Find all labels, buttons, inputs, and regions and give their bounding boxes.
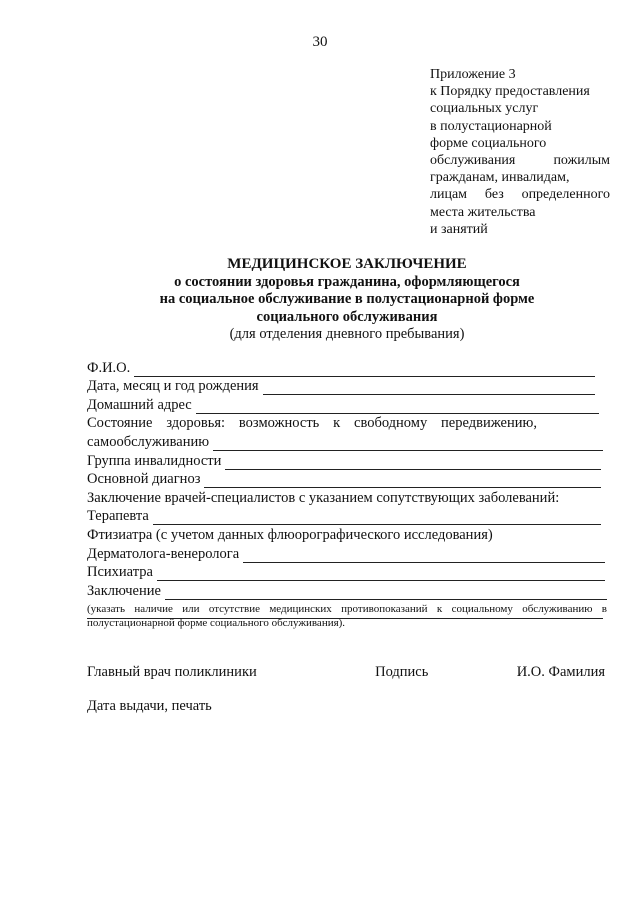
appendix-line: социальных услуг bbox=[430, 101, 539, 117]
fio-label: Ф.И.О. bbox=[87, 359, 131, 376]
therapist-field[interactable] bbox=[153, 511, 601, 525]
medical-form bbox=[87, 358, 607, 619]
psychiatrist-label: Психиатра bbox=[87, 564, 153, 581]
conclusion-field[interactable] bbox=[165, 586, 607, 600]
disability-group-field[interactable] bbox=[225, 456, 601, 470]
document-subtitle: социального обслуживания bbox=[256, 308, 438, 325]
therapist-label: Терапевта bbox=[87, 508, 149, 525]
disability-group-row bbox=[87, 451, 607, 470]
appendix-line: и занятий bbox=[430, 221, 488, 237]
health-word: к bbox=[333, 415, 341, 432]
self-service-label: самообслуживанию bbox=[87, 433, 210, 450]
home-address-field[interactable] bbox=[196, 400, 599, 414]
health-word: здоровья: bbox=[166, 415, 226, 432]
appendix-line bbox=[430, 152, 610, 169]
home-address-row bbox=[87, 395, 607, 414]
document-subtitle: о состоянии здоровья гражданина, оформляющегося bbox=[174, 273, 520, 290]
appendix-line bbox=[430, 186, 610, 203]
self-service-row bbox=[87, 432, 607, 451]
name-label: И.О. Фамилия bbox=[516, 664, 605, 680]
document-subtitle-note: (для отделения дневного пребывания) bbox=[229, 326, 465, 342]
signature-row bbox=[87, 664, 605, 681]
title-block bbox=[60, 256, 634, 344]
chief-doctor-label: Главный врач поликлиники bbox=[87, 664, 257, 680]
conclusion-row bbox=[87, 581, 607, 600]
fio-field[interactable] bbox=[134, 363, 595, 377]
phthisiatrician-row bbox=[87, 525, 607, 544]
appendix-word: обслуживания bbox=[430, 153, 516, 169]
psychiatrist-field[interactable] bbox=[157, 567, 605, 581]
main-diagnosis-label: Основной диагноз bbox=[87, 471, 201, 488]
birth-date-row bbox=[87, 377, 607, 396]
appendix-word: определенного bbox=[521, 187, 610, 203]
fio-row bbox=[87, 358, 607, 377]
therapist-row bbox=[87, 507, 607, 526]
health-word: свободному bbox=[354, 415, 428, 432]
appendix-word: без bbox=[484, 187, 504, 203]
dermatovenerologist-field[interactable] bbox=[243, 549, 605, 563]
self-service-field[interactable] bbox=[213, 437, 603, 451]
signature-label: Подпись bbox=[375, 664, 429, 680]
birth-date-label: Дата, месяц и год рождения bbox=[87, 378, 259, 395]
appendix-line: места жительства bbox=[430, 204, 536, 220]
issue-date-label: Дата выдачи, печать bbox=[87, 698, 212, 714]
health-word: Состояние bbox=[87, 415, 153, 432]
main-diagnosis-field[interactable] bbox=[204, 474, 601, 488]
health-row bbox=[87, 414, 607, 433]
appendix-word: лицам bbox=[430, 187, 468, 203]
page-number: 30 bbox=[312, 34, 328, 50]
appendix-line: к Порядку предоставления bbox=[430, 84, 590, 100]
conclusion-label: Заключение bbox=[87, 582, 161, 599]
footnote: (указать наличие или отсутствие медицинских противопоказаний к социальному обслуживанию в полустационарной форме социального обслуживания). bbox=[87, 603, 607, 629]
appendix-line: форме социального bbox=[430, 135, 547, 151]
main-diagnosis-row bbox=[87, 470, 607, 489]
document-subtitle: на социальное обслуживание в полустационарной форме bbox=[159, 291, 535, 307]
specialists-label: Заключение врачей-специалистов с указанием сопутствующих заболеваний: bbox=[87, 489, 560, 506]
psychiatrist-row bbox=[87, 563, 607, 582]
dermatovenerologist-row bbox=[87, 544, 607, 563]
birth-date-field[interactable] bbox=[263, 381, 595, 395]
appendix-line: гражданам, инвалидам, bbox=[430, 170, 570, 186]
health-word: возможность bbox=[238, 415, 320, 432]
home-address-label: Домашний адрес bbox=[87, 396, 192, 413]
disability-group-label: Группа инвалидности bbox=[87, 452, 222, 469]
dermatovenerologist-label: Дерматолога-венеролога bbox=[87, 545, 240, 562]
health-word: передвижению, bbox=[441, 415, 537, 432]
appendix-line: Приложение 3 bbox=[430, 67, 516, 82]
appendix-line: в полустационарной bbox=[430, 118, 552, 134]
phthisiatrician-label: Фтизиатра (с учетом данных флюорографического исследования) bbox=[87, 526, 493, 543]
document-title: МЕДИЦИНСКОЕ ЗАКЛЮЧЕНИЕ bbox=[227, 256, 467, 272]
appendix-word: пожилым bbox=[553, 153, 610, 169]
appendix-block bbox=[430, 66, 610, 238]
specialists-row bbox=[87, 488, 607, 507]
